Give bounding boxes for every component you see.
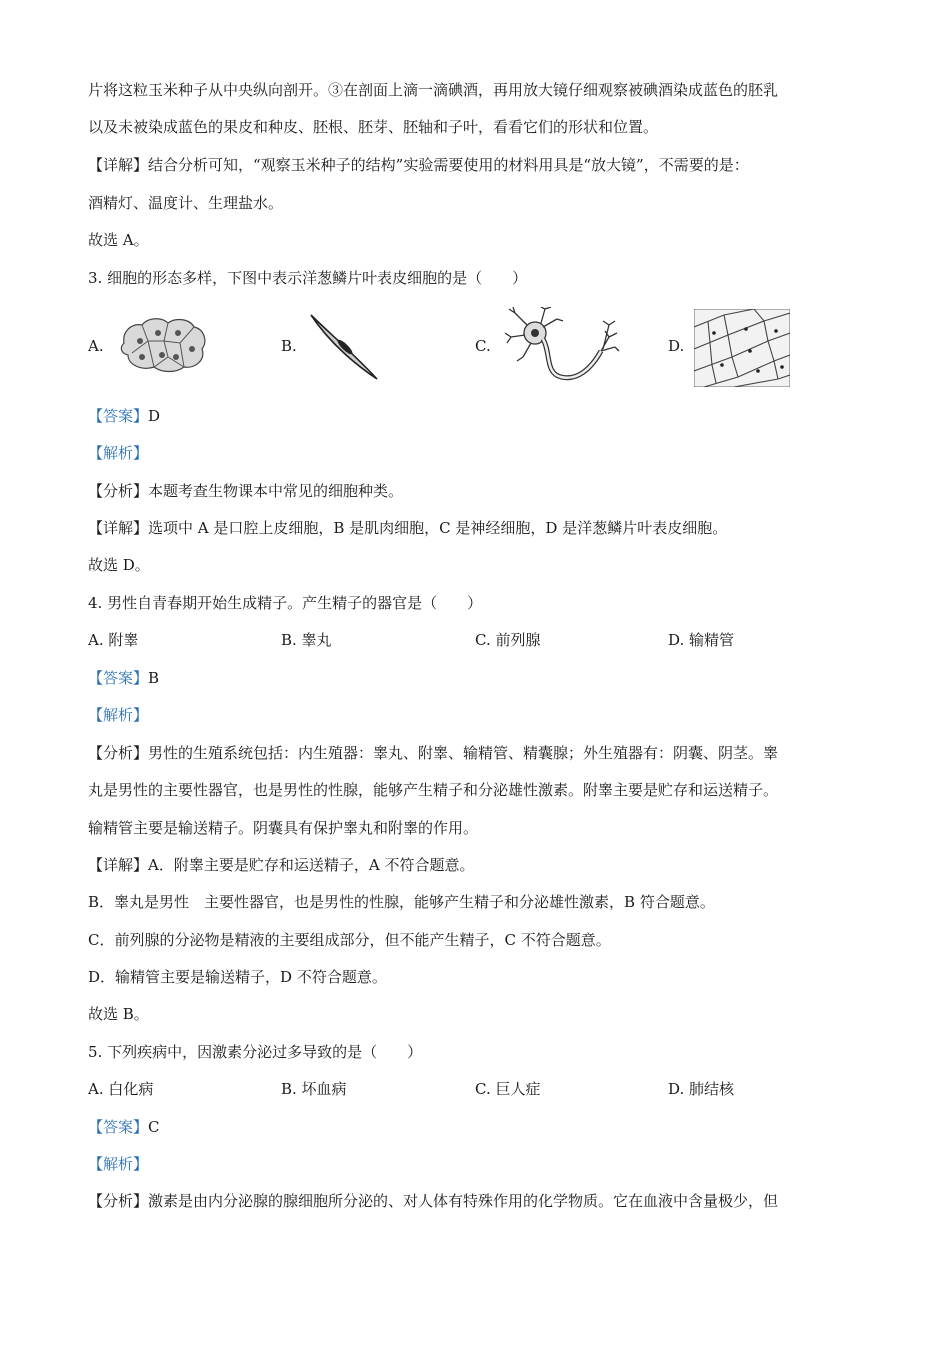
question-stem: 4. 男性自青春期开始生成精子。产生精子的器官是（ ） — [88, 594, 483, 612]
option-c: C. 前列腺 — [475, 631, 541, 649]
epithelial-cells-icon — [118, 313, 208, 375]
conclusion: 故选 A。 — [88, 231, 149, 249]
answer-tag: 【答案】 — [88, 669, 149, 687]
answer-value: C — [148, 1118, 160, 1136]
option-letter: D. — [668, 337, 685, 355]
neuron-icon — [505, 307, 620, 389]
analysis-line — [88, 481, 403, 501]
fenxi-tag: 【分析】 — [88, 1192, 149, 1210]
option-c: C. 巨人症 — [475, 1080, 541, 1098]
analysis-tag: 【解析】 — [88, 444, 149, 462]
fenxi-text: 男性的生殖系统包括：内生殖器：睾丸、附睾、输精管、精囊腺；外生殖器有：阴囊、阴茎。睾 — [148, 744, 779, 762]
question-stem: 5. 下列疾病中，因激素分泌过多导致的是（ ） — [88, 1043, 423, 1061]
option-b: B. 睾丸 — [281, 631, 332, 649]
option-letter: C. — [475, 337, 491, 355]
question-stem: 3. 细胞的形态多样，下图中表示洋葱鳞片叶表皮细胞的是（ ） — [88, 269, 528, 287]
text-line — [88, 155, 749, 175]
detail-line: D．输精管主要是输送精子，D 不符合题意。 — [88, 968, 387, 986]
detail-line — [88, 518, 727, 538]
option-a-image — [88, 305, 268, 390]
analysis-line — [88, 1191, 778, 1211]
analysis-tag: 【解析】 — [88, 1155, 149, 1173]
detail-line: B．睾丸是男性 主要性器官，也是男性的性腺，能够产生精子和分泌雄性激素，B 符合题意。 — [88, 893, 715, 911]
detail-tag: 【详解】 — [88, 156, 149, 174]
conclusion: 故选 B。 — [88, 1005, 149, 1023]
option-b: B. 坏血病 — [281, 1080, 347, 1098]
detail-text: 选项中 A 是口腔上皮细胞，B 是肌肉细胞，C 是神经细胞，D 是洋葱鳞片叶表皮细胞。 — [148, 519, 728, 537]
analysis-line: 丸是男性的主要性器官，也是男性的性腺，能够产生精子和分泌雄性激素。附睾主要是贮存和运送精子。 — [88, 781, 779, 799]
option-a: A. 白化病 — [88, 1080, 154, 1098]
detail-tag: 【详解】 — [88, 856, 149, 874]
option-d: D. 输精管 — [668, 631, 735, 649]
option-letter: A. — [88, 337, 104, 355]
option-a: A. 附睾 — [88, 631, 139, 649]
text-line: 酒精灯、温度计、生理盐水。 — [88, 194, 284, 212]
option-b-image — [281, 305, 461, 390]
muscle-cell-icon — [309, 313, 379, 381]
analysis-line — [88, 743, 778, 763]
option-d-image — [668, 305, 868, 390]
answer-tag: 【答案】 — [88, 407, 149, 425]
onion-epidermis-cells-icon — [694, 309, 790, 387]
detail-line — [88, 855, 474, 875]
conclusion: 故选 D。 — [88, 556, 150, 574]
text-line: 以及未被染成蓝色的果皮和种皮、胚根、胚芽、胚轴和子叶，看看它们的形状和位置。 — [88, 118, 659, 136]
fenxi-text: 激素是由内分泌腺的腺细胞所分泌的、对人体有特殊作用的化学物质。它在血液中含量极少，但 — [148, 1192, 779, 1210]
answer-value: B — [148, 669, 160, 687]
detail-line: C．前列腺的分泌物是精液的主要组成部分，但不能产生精子，C 不符合题意。 — [88, 931, 611, 949]
option-d: D. 肺结核 — [668, 1080, 735, 1098]
option-letter: B. — [281, 337, 297, 355]
fenxi-tag: 【分析】 — [88, 482, 149, 500]
analysis-line: 输精管主要是输送精子。阴囊具有保护睾丸和附睾的作用。 — [88, 819, 479, 837]
detail-tag: 【详解】 — [88, 519, 149, 537]
answer-line — [88, 1117, 160, 1137]
text-line: 片将这粒玉米种子从中央纵向剖开。③在剖面上滴一滴碘酒，再用放大镜仔细观察被碘酒染成蓝色的胚乳 — [88, 81, 779, 99]
fenxi-tag: 【分析】 — [88, 744, 149, 762]
analysis-tag: 【解析】 — [88, 706, 149, 724]
detail-text: 结合分析可知，“观察玉米种子的结构”实验需要使用的材料用具是“放大镜”，不需要的是： — [148, 156, 749, 174]
answer-line — [88, 668, 159, 688]
option-c-image — [475, 305, 655, 390]
answer-value: D — [148, 407, 161, 425]
detail-text: A．附睾主要是贮存和运送精子，A 不符合题意。 — [148, 856, 475, 874]
answer-line — [88, 406, 160, 426]
answer-tag: 【答案】 — [88, 1118, 149, 1136]
fenxi-text: 本题考查生物课本中常见的细胞种类。 — [148, 482, 404, 500]
